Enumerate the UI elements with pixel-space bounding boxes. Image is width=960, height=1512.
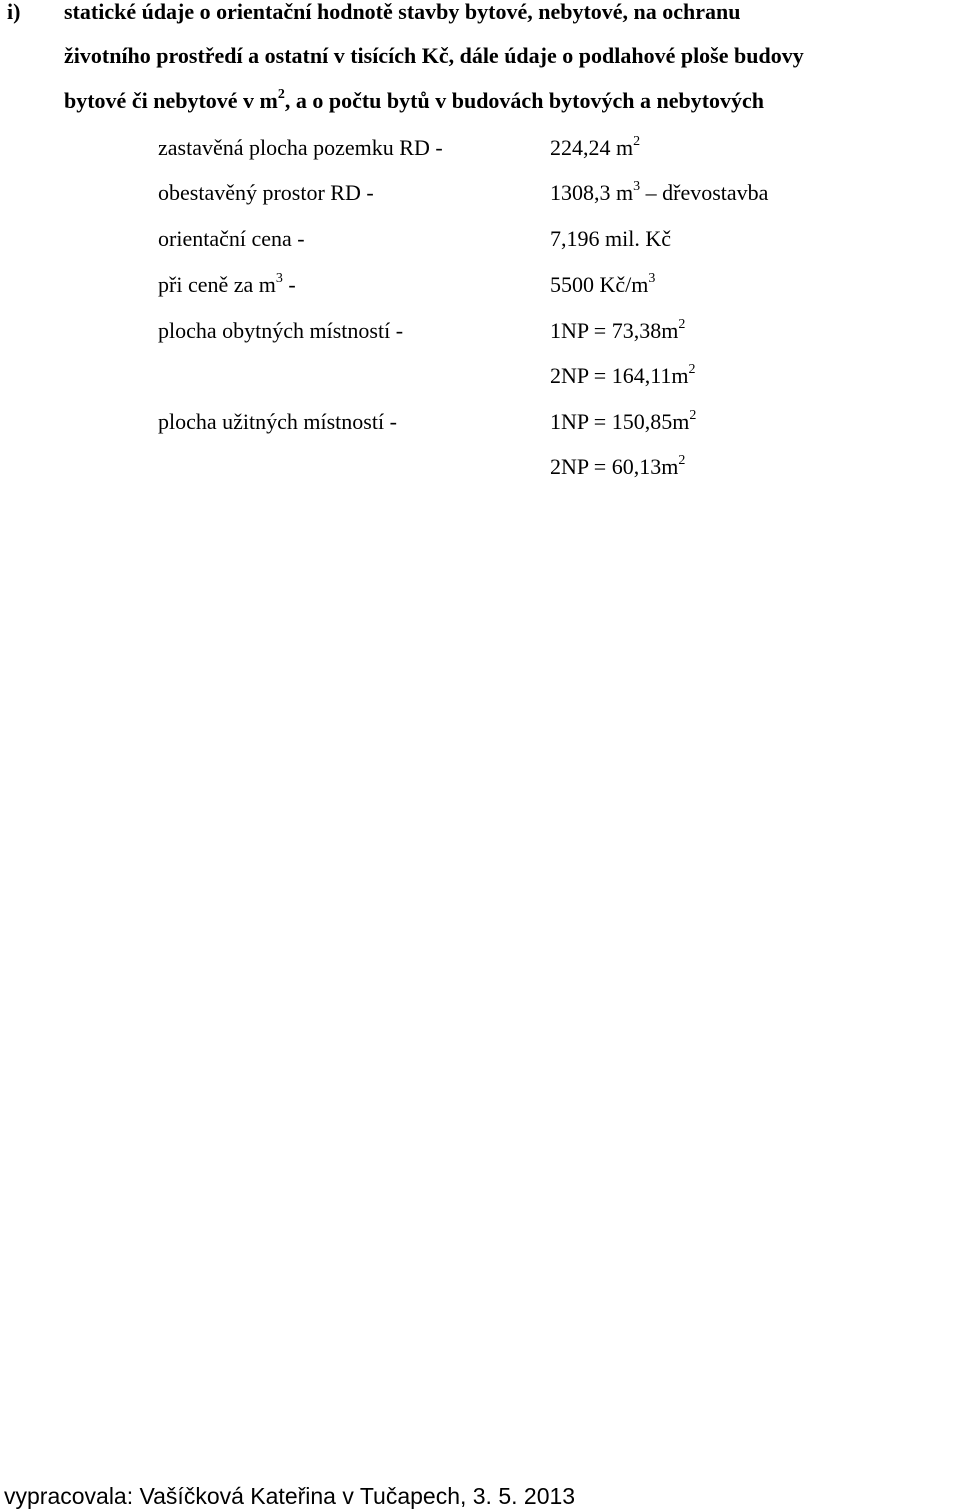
- row-value: [550, 316, 685, 346]
- row-label: [158, 316, 403, 346]
- row-value-superscript: 2: [633, 133, 641, 149]
- row-label-text: plocha užitných místností -: [158, 409, 397, 434]
- row-value: [550, 270, 655, 300]
- row-value-text: 7,196 mil. Kč: [550, 226, 671, 251]
- row-value: [550, 361, 696, 391]
- heading-line-1: statické údaje o orientační hodnotě stavby bytové, nebytové, na ochranu: [64, 0, 741, 24]
- row-label-tail: -: [282, 272, 296, 297]
- row-label: [158, 407, 397, 437]
- data-row: [158, 224, 948, 254]
- row-label: [158, 270, 296, 300]
- row-label-text: zastavěná plocha pozemku RD -: [158, 135, 443, 160]
- row-label: [158, 133, 443, 163]
- row-value-note: – dřevostavba: [640, 180, 769, 205]
- row-value-superscript: 2: [678, 316, 686, 332]
- heading-line-2: životního prostředí a ostatní v tisících Kč, dále údaje o podlahové ploše budovy: [64, 43, 804, 68]
- row-label: [158, 224, 305, 254]
- row-value: [550, 224, 671, 254]
- row-value: [550, 133, 640, 163]
- row-value-superscript: 3: [648, 270, 656, 286]
- row-value-superscript: 2: [688, 361, 696, 377]
- data-row: [158, 178, 948, 208]
- data-row: [158, 452, 948, 482]
- row-label: [158, 178, 374, 208]
- row-value: [550, 452, 685, 482]
- data-row: [158, 270, 948, 300]
- heading-line-3-superscript: 2: [277, 86, 285, 102]
- row-label-superscript: 3: [275, 270, 283, 286]
- data-row: [158, 407, 948, 437]
- data-row: [158, 133, 948, 163]
- row-value: [550, 178, 768, 208]
- heading-line-3: [64, 86, 765, 113]
- heading-line-3-text: bytové či nebytové v m: [64, 88, 278, 113]
- heading-line-3-rest: , a o počtu bytů v budovách bytových a nebytových: [284, 88, 765, 113]
- row-label-text: při ceně za m: [158, 272, 276, 297]
- row-value-text: 1NP = 150,85m: [550, 409, 690, 434]
- data-row: [158, 316, 948, 346]
- row-value-text: 5500 Kč/m: [550, 272, 649, 297]
- row-value-superscript: 2: [678, 452, 686, 468]
- row-label-text: plocha obytných místností -: [158, 318, 404, 343]
- author-footer: vypracovala: Vašíčková Kateřina v Tučapech, 3. 5. 2013: [4, 1483, 576, 1509]
- row-value-superscript: 3: [633, 178, 641, 194]
- row-value-text: 1NP = 73,38m: [550, 318, 679, 343]
- row-label-text: obestavěný prostor RD -: [158, 180, 374, 205]
- row-value-text: 224,24 m: [550, 135, 634, 160]
- data-row: [158, 361, 948, 391]
- row-value-superscript: 2: [689, 407, 697, 423]
- section-marker: i): [7, 0, 21, 24]
- row-label-text: orientační cena -: [158, 226, 305, 251]
- row-value: [550, 407, 696, 437]
- row-value-text: 2NP = 164,11m: [550, 363, 689, 388]
- row-value-text: 1308,3 m: [550, 180, 634, 205]
- row-value-text: 2NP = 60,13m: [550, 454, 679, 479]
